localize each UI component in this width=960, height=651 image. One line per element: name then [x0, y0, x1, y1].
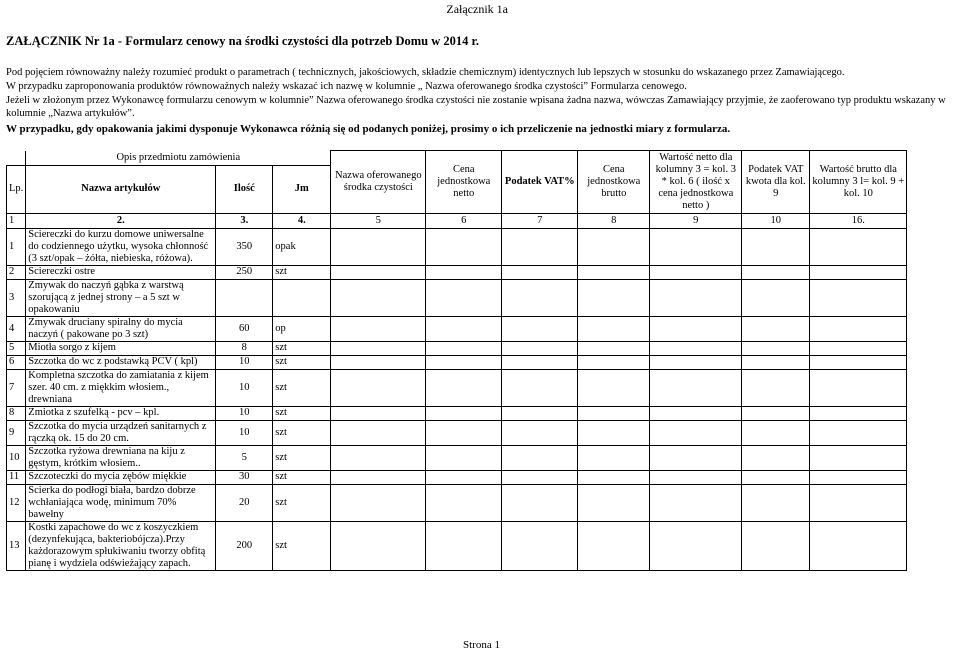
row-vat-amount[interactable]: [742, 445, 810, 470]
row-vat[interactable]: [502, 369, 578, 406]
row-net-value[interactable]: [650, 316, 742, 341]
row-gross-value[interactable]: [810, 484, 907, 521]
row-gross-value[interactable]: [810, 279, 907, 316]
row-net-value[interactable]: [650, 445, 742, 470]
row-offered-name[interactable]: [331, 406, 426, 420]
row-unit: szt: [273, 355, 331, 369]
row-gross-price[interactable]: [578, 279, 650, 316]
row-quantity: 350: [216, 228, 273, 265]
col-number: 5: [331, 213, 426, 228]
col-name: Nazwa artykułów: [26, 165, 216, 213]
row-vat-amount[interactable]: [742, 279, 810, 316]
row-gross-value[interactable]: [810, 470, 907, 484]
row-gross-price[interactable]: [578, 420, 650, 445]
row-net-price[interactable]: [426, 316, 502, 341]
row-quantity: 30: [216, 470, 273, 484]
row-net-price[interactable]: [426, 406, 502, 420]
row-item-name: Zmiotka z szufelką - pcv – kpl.: [26, 406, 216, 420]
row-vat-amount[interactable]: [742, 406, 810, 420]
row-unit: szt: [273, 369, 331, 406]
row-lp: 10: [7, 445, 26, 470]
annex-label: Załącznik 1a: [446, 2, 508, 16]
row-item-name: Zmywak druciany spiralny do mycia naczyń ( pakowane po 3 szt): [26, 316, 216, 341]
col-lp: Lp.: [7, 165, 26, 213]
row-lp: 11: [7, 470, 26, 484]
col-number: 8: [578, 213, 650, 228]
row-offered-name[interactable]: [331, 355, 426, 369]
row-gross-price[interactable]: [578, 470, 650, 484]
row-item-name: Kostki zapachowe do wc z koszyczkiem (dezynfekująca, bakteriobójcza).Przy każdorazowym spłukiwaniu tworzy obfitą pianę i wydziela odświeżający zapach.: [26, 521, 216, 570]
row-quantity: 60: [216, 316, 273, 341]
row-lp: 6: [7, 355, 26, 369]
table-row: [7, 369, 907, 406]
table-row: [7, 470, 907, 484]
paragraph-equivalent-definition: Pod pojęciem równoważny należy rozumieć produkt o parametrach ( technicznych, jakościowych, składzie chemicznym) identycznych lub lepszych w stosunku do wskazanego przez Zamawiającego.: [6, 67, 845, 78]
row-net-price[interactable]: [426, 445, 502, 470]
row-gross-value[interactable]: [810, 521, 907, 570]
row-lp: 7: [7, 369, 26, 406]
col-unit: Jm: [273, 165, 331, 213]
row-vat[interactable]: [502, 445, 578, 470]
row-gross-price[interactable]: [578, 228, 650, 265]
row-gross-value[interactable]: [810, 265, 907, 279]
paragraph-packaging-conversion: W przypadku, gdy opakowania jakimi dysponuje Wykonawca różnią się od podanych poniżej, prosimy o ich przeliczenie na jednostki miary z formularza.: [6, 123, 731, 135]
row-item-name: Ściereczki do kurzu domowe uniwersalne do codziennego użytku, wysoka chłonność (3 szt/opak – żółta, niebieska, różowa).: [26, 228, 216, 265]
paragraph-empty-name-rule: Jeżeli w złożonym przez Wykonawcę formularzu cenowym w kolumnie” Nazwa oferowanego środka czystości nie zostanie wpisana żadna nazwa, wówczas Zamawiający przyjmie, że zaoferowano typ produktu wskazany w kolumnie „Nazwa artykułów”.: [6, 95, 946, 119]
table-row: [7, 406, 907, 420]
row-item-name: Ściereczki ostre: [26, 265, 216, 279]
row-lp: 5: [7, 341, 26, 355]
row-gross-price[interactable]: [578, 316, 650, 341]
col-net-price: Cena jednostkowa netto: [426, 151, 502, 214]
col-number: 4.: [273, 213, 331, 228]
row-lp: 1: [7, 228, 26, 265]
row-vat[interactable]: [502, 420, 578, 445]
row-lp: 8: [7, 406, 26, 420]
col-number: 3.: [216, 213, 273, 228]
col-number: 1: [7, 213, 26, 228]
row-vat[interactable]: [502, 470, 578, 484]
row-vat[interactable]: [502, 521, 578, 570]
table-row: [7, 420, 907, 445]
row-gross-value[interactable]: [810, 369, 907, 406]
row-quantity: 10: [216, 355, 273, 369]
row-vat[interactable]: [502, 406, 578, 420]
col-qty: Ilość: [216, 165, 273, 213]
col-gross-value: Wartość brutto dla kolumny 3 l= kol. 9 + kol. 10: [810, 151, 907, 214]
row-net-value[interactable]: [650, 279, 742, 316]
table-row: [7, 265, 907, 279]
row-vat-amount[interactable]: [742, 420, 810, 445]
row-vat[interactable]: [502, 279, 578, 316]
row-net-value[interactable]: [650, 228, 742, 265]
row-gross-value[interactable]: [810, 445, 907, 470]
table-row: [7, 355, 907, 369]
row-net-value[interactable]: [650, 484, 742, 521]
row-net-value[interactable]: [650, 369, 742, 406]
row-unit: szt: [273, 265, 331, 279]
col-net-value: Wartość netto dla kolumny 3 = kol. 3 * kol. 6 ( ilość x cena jednostkowa netto ): [650, 151, 742, 214]
row-net-value[interactable]: [650, 420, 742, 445]
row-gross-price[interactable]: [578, 265, 650, 279]
row-quantity: [216, 279, 273, 316]
row-offered-name[interactable]: [331, 316, 426, 341]
col-offered-name: Nazwa oferowanego środka czystości: [331, 151, 426, 214]
row-gross-value[interactable]: [810, 316, 907, 341]
row-net-price[interactable]: [426, 279, 502, 316]
row-unit: opak: [273, 228, 331, 265]
row-lp: 9: [7, 420, 26, 445]
row-offered-name[interactable]: [331, 341, 426, 355]
row-gross-price[interactable]: [578, 521, 650, 570]
row-offered-name[interactable]: [331, 420, 426, 445]
row-gross-price[interactable]: [578, 369, 650, 406]
row-vat-amount[interactable]: [742, 265, 810, 279]
row-gross-value[interactable]: [810, 420, 907, 445]
row-vat[interactable]: [502, 265, 578, 279]
price-form-table: [6, 150, 907, 571]
row-quantity: 20: [216, 484, 273, 521]
row-unit: op: [273, 316, 331, 341]
row-unit: szt: [273, 341, 331, 355]
row-vat-amount[interactable]: [742, 484, 810, 521]
row-vat-amount[interactable]: [742, 355, 810, 369]
row-net-price[interactable]: [426, 470, 502, 484]
row-offered-name[interactable]: [331, 265, 426, 279]
row-offered-name[interactable]: [331, 369, 426, 406]
row-vat-amount[interactable]: [742, 470, 810, 484]
row-quantity: 8: [216, 341, 273, 355]
row-quantity: 200: [216, 521, 273, 570]
row-item-name: Zmywak do naczyń gąbka z warstwą szorującą z jednej strony – a 5 szt w opakowaniu: [26, 279, 216, 316]
row-gross-price[interactable]: [578, 355, 650, 369]
row-vat[interactable]: [502, 484, 578, 521]
row-offered-name[interactable]: [331, 279, 426, 316]
row-net-value[interactable]: [650, 470, 742, 484]
row-gross-value[interactable]: [810, 355, 907, 369]
row-gross-value[interactable]: [810, 341, 907, 355]
row-item-name: Szczotka ryżowa drewniana na kiju z gęstym, krótkim włosiem..: [26, 445, 216, 470]
page-footer: Strona 1: [463, 639, 500, 651]
row-offered-name[interactable]: [331, 484, 426, 521]
table-row: [7, 521, 907, 570]
table-row: [7, 484, 907, 521]
row-vat-amount[interactable]: [742, 228, 810, 265]
row-offered-name[interactable]: [331, 445, 426, 470]
row-quantity: 5: [216, 445, 273, 470]
col-number: 6: [426, 213, 502, 228]
row-gross-value[interactable]: [810, 406, 907, 420]
row-lp: 3: [7, 279, 26, 316]
row-lp: 2: [7, 265, 26, 279]
row-gross-price[interactable]: [578, 341, 650, 355]
col-number: 9: [650, 213, 742, 228]
row-unit: szt: [273, 420, 331, 445]
table-body: [7, 228, 907, 570]
row-offered-name[interactable]: [331, 228, 426, 265]
row-net-price[interactable]: [426, 265, 502, 279]
col-number: 7: [502, 213, 578, 228]
row-gross-price[interactable]: [578, 484, 650, 521]
row-quantity: 250: [216, 265, 273, 279]
row-vat-amount[interactable]: [742, 521, 810, 570]
row-item-name: Szczoteczki do mycia zębów miękkie: [26, 470, 216, 484]
row-offered-name[interactable]: [331, 521, 426, 570]
row-lp: 4: [7, 316, 26, 341]
row-net-price[interactable]: [426, 484, 502, 521]
row-net-price[interactable]: [426, 521, 502, 570]
col-number: 2.: [26, 213, 216, 228]
row-unit: szt: [273, 470, 331, 484]
row-unit: szt: [273, 484, 331, 521]
col-gross-price: Cena jednostkowa brutto: [578, 151, 650, 214]
row-net-price[interactable]: [426, 355, 502, 369]
row-gross-price[interactable]: [578, 445, 650, 470]
row-net-value[interactable]: [650, 265, 742, 279]
row-vat-amount[interactable]: [742, 316, 810, 341]
row-vat[interactable]: [502, 316, 578, 341]
row-net-value[interactable]: [650, 341, 742, 355]
row-unit: szt: [273, 521, 331, 570]
header-spacer: [7, 151, 26, 166]
row-gross-value[interactable]: [810, 228, 907, 265]
row-quantity: 10: [216, 406, 273, 420]
table-row: [7, 445, 907, 470]
document-title: ZAŁĄCZNIK Nr 1a - Formularz cenowy na środki czystości dla potrzeb Domu w 2014 r.: [6, 34, 480, 48]
paragraph-equivalent-naming: W przypadku zaproponowania produktów równoważnych należy wskazać ich nazwę w kolumnie „ Nazwa oferowanego środka czystości” Formularza cenowego.: [6, 81, 687, 92]
row-item-name: Szczotka do wc z podstawką PCV ( kpl): [26, 355, 216, 369]
col-vat-amount: Podatek VAT kwota dla kol. 9: [742, 151, 810, 214]
row-item-name: Miotła sorgo z kijem: [26, 341, 216, 355]
row-net-value[interactable]: [650, 355, 742, 369]
row-offered-name[interactable]: [331, 470, 426, 484]
row-lp: 13: [7, 521, 26, 570]
row-item-name: Ścierka do podłogi biała, bardzo dobrze wchłaniająca wodę, minimum 70% bawełny: [26, 484, 216, 521]
col-vat: Podatek VAT%: [502, 151, 578, 214]
row-vat-amount[interactable]: [742, 369, 810, 406]
row-net-price[interactable]: [426, 228, 502, 265]
row-net-value[interactable]: [650, 406, 742, 420]
table-row: [7, 341, 907, 355]
row-item-name: Szczotka do mycia urządzeń sanitarnych z rączką ok. 15 do 20 cm.: [26, 420, 216, 445]
row-net-price[interactable]: [426, 420, 502, 445]
row-vat[interactable]: [502, 228, 578, 265]
row-vat[interactable]: [502, 355, 578, 369]
row-unit: [273, 279, 331, 316]
col-number: 10: [742, 213, 810, 228]
table-row: [7, 316, 907, 341]
row-quantity: 10: [216, 420, 273, 445]
row-net-price[interactable]: [426, 369, 502, 406]
table-row: [7, 279, 907, 316]
row-vat[interactable]: [502, 341, 578, 355]
row-unit: szt: [273, 406, 331, 420]
table-row: [7, 228, 907, 265]
group-header: Opis przedmiotu zamówienia: [26, 151, 331, 166]
column-numbers-row: [7, 213, 907, 228]
row-vat-amount[interactable]: [742, 341, 810, 355]
row-net-value[interactable]: [650, 521, 742, 570]
col-number: 16.: [810, 213, 907, 228]
row-net-price[interactable]: [426, 341, 502, 355]
row-item-name: Kompletna szczotka do zamiatania z kijem szer. 40 cm. z miękkim włosiem., drewniana: [26, 369, 216, 406]
row-gross-price[interactable]: [578, 406, 650, 420]
row-unit: szt: [273, 445, 331, 470]
row-quantity: 10: [216, 369, 273, 406]
row-lp: 12: [7, 484, 26, 521]
